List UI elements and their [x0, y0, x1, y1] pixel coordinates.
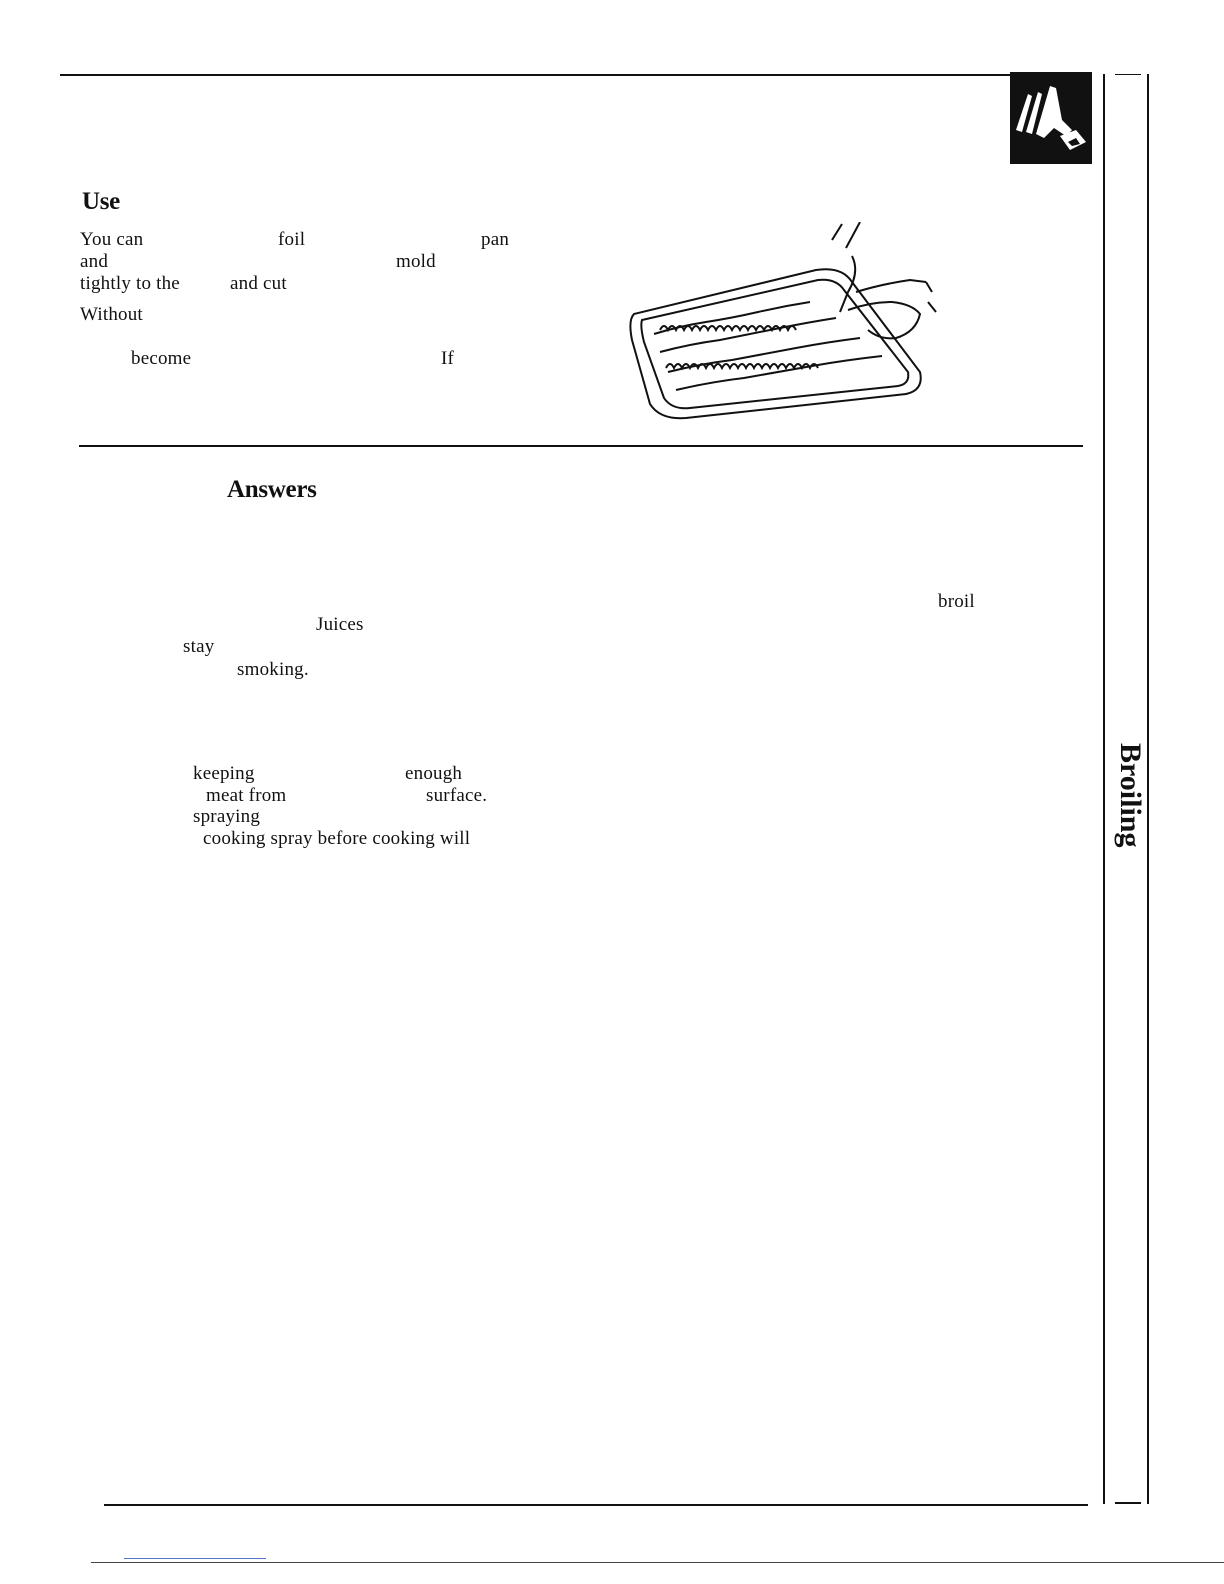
hand-wiping-icon — [1010, 72, 1092, 164]
text-smoking: smoking. — [237, 659, 309, 680]
text-and: and — [80, 251, 109, 272]
tab-bottom-tick — [1115, 1502, 1141, 1504]
answers-heading: Answers — [227, 476, 317, 503]
text-become: become — [131, 348, 192, 369]
use-heading: Use — [82, 188, 120, 215]
section-divider — [79, 445, 1083, 447]
text-tightly-to-the: tightly to the — [80, 273, 180, 294]
tab-top-tick — [1115, 74, 1141, 75]
top-rule — [60, 74, 1092, 76]
text-pan: pan — [481, 229, 510, 250]
right-margin-rule — [1103, 74, 1105, 1504]
text-and-cut: and cut — [230, 273, 287, 294]
text-keeping: keeping — [193, 763, 255, 784]
broiler-pan-foil-illustration — [620, 222, 940, 432]
text-enough: enough — [405, 763, 463, 784]
text-meat-from: meat from — [206, 785, 287, 806]
text-foil: foil — [278, 229, 306, 250]
text-broil: broil — [938, 591, 975, 612]
text-cooking-spray-line: cooking spray before cooking will — [203, 828, 471, 849]
text-surface: surface. — [426, 785, 488, 806]
text-without: Without — [80, 304, 143, 325]
text-if: If — [441, 348, 455, 369]
text-stay: stay — [183, 636, 215, 657]
text-mold: mold — [396, 251, 436, 272]
text-juices: Juices — [316, 614, 364, 635]
side-tab-label: Broiling — [1114, 743, 1147, 848]
text-spraying: spraying — [193, 806, 261, 827]
text-you-can: You can — [80, 229, 144, 250]
bottom-rule — [104, 1504, 1088, 1506]
footer-rule — [91, 1562, 1224, 1563]
footer-accent-rule — [124, 1558, 266, 1559]
